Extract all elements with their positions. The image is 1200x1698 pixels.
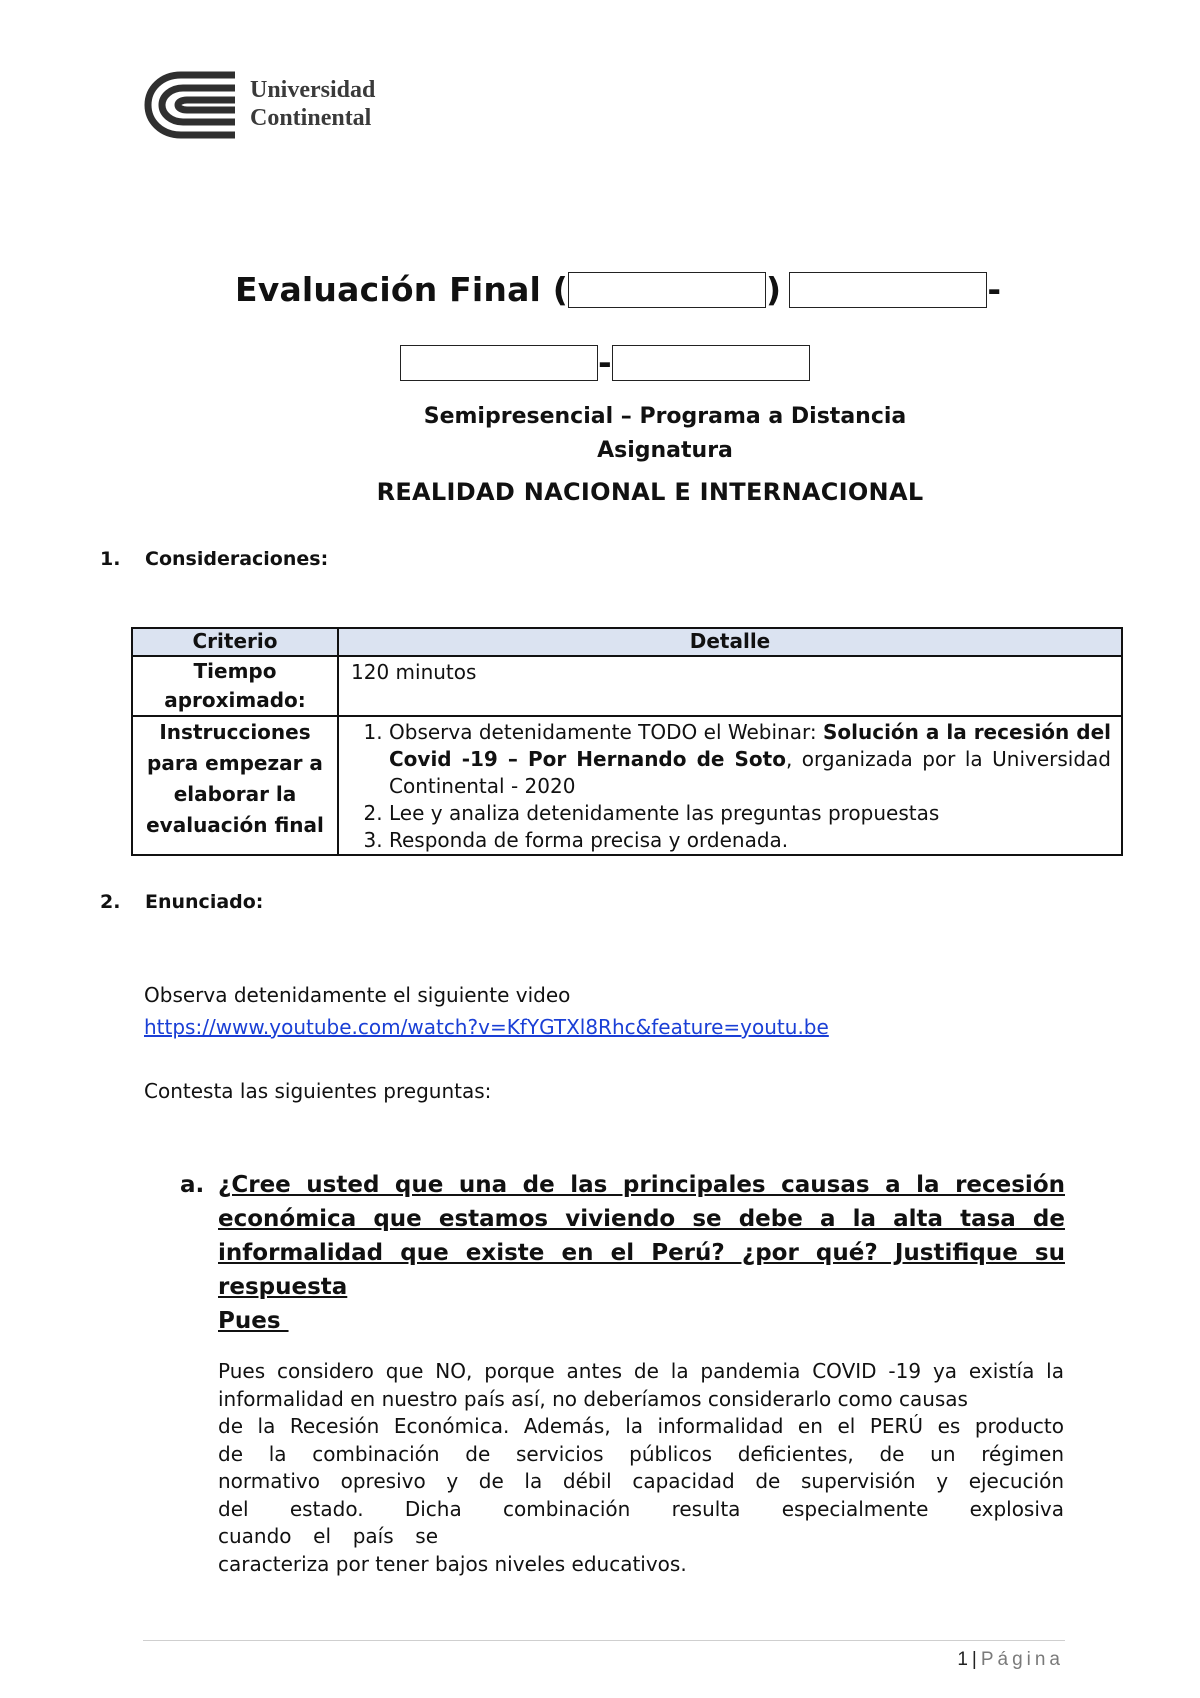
table-row [132,656,1122,716]
table-header-row [132,628,1122,656]
course-name: REALIDAD NACIONAL E INTERNACIONAL [376,478,924,506]
title-blank-3[interactable] [400,345,598,381]
section-heading-consideraciones [100,548,328,570]
university-logo-icon [143,70,243,140]
video-link[interactable]: https://www.youtube.com/watch?v=KfYGTXl8Rhc&feature=youtu.be [144,1015,829,1039]
instruction-text: Observa detenidamente TODO el Webinar: [389,720,823,744]
observe-instruction: Observa detenidamente el siguiente video [144,983,571,1007]
question-line-1: ¿Cree usted que una de las principales causas a la recesión [218,1172,1065,1198]
criteria-table [131,627,1123,856]
instruction-text: , organizada por la Universidad Continental - 2020 [389,747,1112,798]
question-a [180,1168,1065,1338]
logo-wordmark [250,76,375,132]
footer-separator: | [971,1649,977,1670]
row-label-instrucciones: Instrucciones para empezar a elaborar la evaluación final [132,716,338,855]
question-line-3: informalidad que existe en el Perú? ¿por qué? Justifique su respuesta [218,1240,1065,1300]
answer-line: Pues considero que NO, porque antes de la pandemia COVID -19 ya existía la [218,1359,1064,1383]
title-dash-1: - [987,270,1002,309]
logo-line-2: Continental [250,105,372,131]
page-footer [957,1649,1064,1671]
list-item: 2. Lee y analiza detenidamente las preguntas propuestas [389,800,1111,827]
answer-line: normativo opresivo y de la débil capacidad de supervisión y ejecución [218,1469,1064,1493]
answer-line: informalidad en nuestro país así, no deberíamos considerarlo como causas [218,1386,968,1411]
instructions-list [351,719,1111,854]
page-title [235,270,1001,309]
section-title: Consideraciones: [145,548,329,570]
title-blank-4[interactable] [612,345,810,381]
section-number: 2. [100,891,121,913]
table-row [132,716,1122,855]
row-label-tiempo: Tiempo aproximado: [132,656,338,716]
row-value-tiempo: 120 minutos [338,656,1122,716]
answer-line: caracteriza por tener bajos niveles educativos. [218,1551,687,1576]
logo-line-1: Universidad [250,77,376,103]
row-value-instrucciones [338,716,1122,855]
modality-subtitle: Semipresencial – Programa a Distancia [423,404,907,429]
section-heading-enunciado [100,891,263,913]
list-item [389,719,1111,800]
answer-line: de la combinación de servicios públicos deficientes, de un régimen [218,1441,1064,1466]
webinar-title: Solución a la recesión del Covid -19 – Por Hernando de Soto [389,720,1111,771]
page-word: Página [980,1649,1064,1670]
answer-line: de la Recesión Económica. Además, la informalidad en el PERÚ es producto [218,1414,1064,1438]
question-line-2: económica que estamos viviendo se debe a la alta tasa de [218,1206,1065,1232]
question-text [218,1168,1065,1338]
table-header-detalle: Detalle [338,628,1122,656]
answer-line: del estado. Dicha combinación resulta especialmente explosiva [218,1496,1064,1521]
title-blank-1[interactable] [568,272,766,308]
title-second-line [400,343,810,382]
page-number: 1 [957,1649,968,1670]
answer-a [218,1358,1064,1578]
answer-line: cuando el país se [218,1524,438,1548]
list-item: 3. Responda de forma precisa y ordenada. [389,827,1111,854]
footer-divider [143,1640,1065,1641]
title-dash-2: - [598,343,612,382]
title-blank-2[interactable] [789,272,987,308]
question-letter: a. [180,1172,205,1198]
title-paren-close: ) [766,270,782,309]
title-prefix: Evaluación Final ( [235,270,569,309]
subject-label: Asignatura [597,438,733,463]
table-header-criterio: Criterio [132,628,338,656]
answer-prompt: Contesta las siguientes preguntas: [144,1079,492,1103]
question-line-4: Pues [218,1308,289,1334]
section-title: Enunciado: [145,891,264,913]
section-number: 1. [100,548,121,570]
